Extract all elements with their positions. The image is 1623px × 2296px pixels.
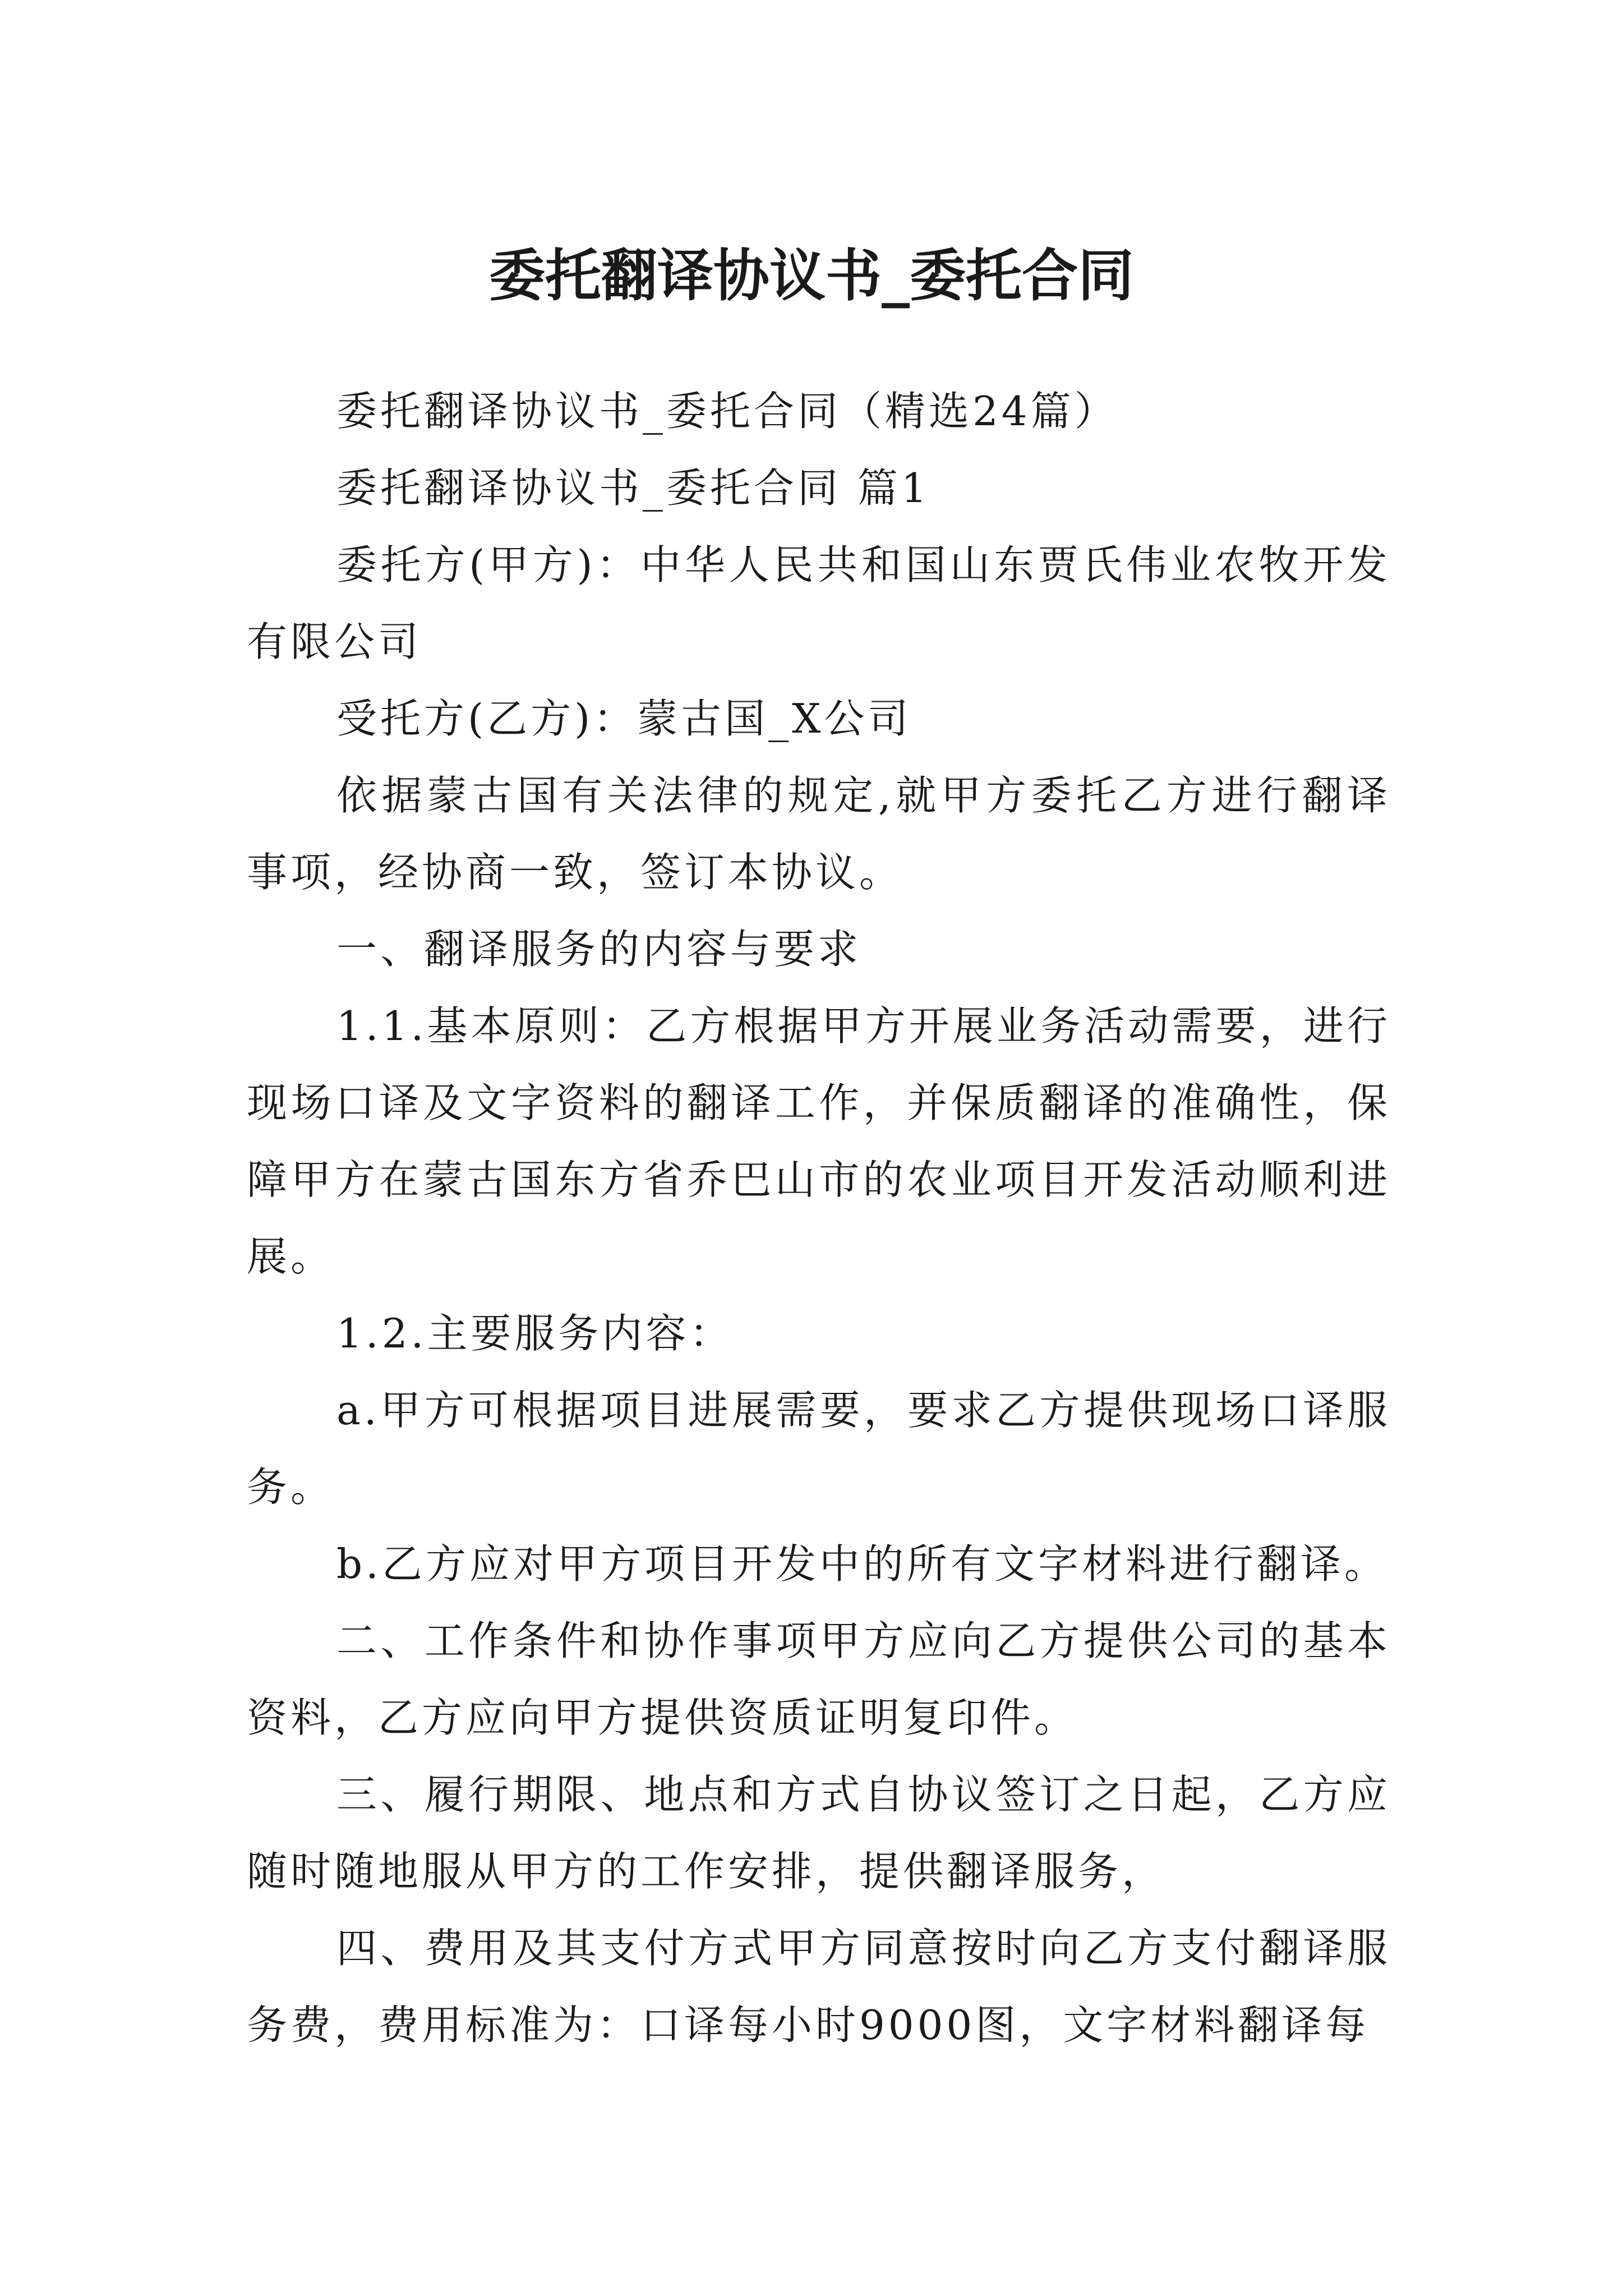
paragraph-clause-1-heading: 一、翻译服务的内容与要求 <box>336 926 862 973</box>
paragraph-clause-3: 三、履行期限、地点和方式自协议签订之日起，乙方应随时随地服从甲方的工作安排，提供翻译服务， <box>247 1771 1391 1895</box>
paragraph-clause-4: 四、费用及其支付方式甲方同意按时向乙方支付翻译服务费，费用标准为：口译每小时9000图，文字材料翻译每 <box>247 1925 1391 2049</box>
paragraph-clause-2: 二、工作条件和协作事项甲方应向乙方提供公司的基本资料，乙方应向甲方提供资质证明复印件。 <box>247 1617 1391 1741</box>
paragraph-preamble: 依据蒙古国有关法律的规定,就甲方委托乙方进行翻译事项，经协商一致，签订本协议。 <box>247 772 1391 896</box>
paragraph-subtitle: 委托翻译协议书_委托合同（精选24篇） <box>336 388 1118 435</box>
document-title: 委托翻译协议书_委托合同 <box>489 243 1134 309</box>
paragraph-section-heading: 委托翻译协议书_委托合同 篇1 <box>336 464 930 512</box>
paragraph-clause-1-1: 1.1.基本原则：乙方根据甲方开展业务活动需要，进行现场口译及文字资料的翻译工作，并保质翻译的准确性，保障甲方在蒙古国东方省乔巴山市的农业项目开发活动顺利进展。 <box>247 1002 1391 1280</box>
paragraph-clause-1-2: 1.2.主要服务内容： <box>336 1310 734 1357</box>
paragraph-clause-1-2-a: a.甲方可根据项目进展需要，要求乙方提供现场口译服务。 <box>247 1387 1391 1511</box>
paragraph-party-a: 委托方(甲方)：中华人民共和国山东贾氏伟业农牧开发有限公司 <box>247 541 1391 665</box>
paragraph-party-b: 受托方(乙方)：蒙古国_X公司 <box>336 695 912 742</box>
paragraph-clause-1-2-b: b.乙方应对甲方项目开发中的所有文字材料进行翻译。 <box>336 1540 1388 1588</box>
document-body <box>247 373 1391 2064</box>
